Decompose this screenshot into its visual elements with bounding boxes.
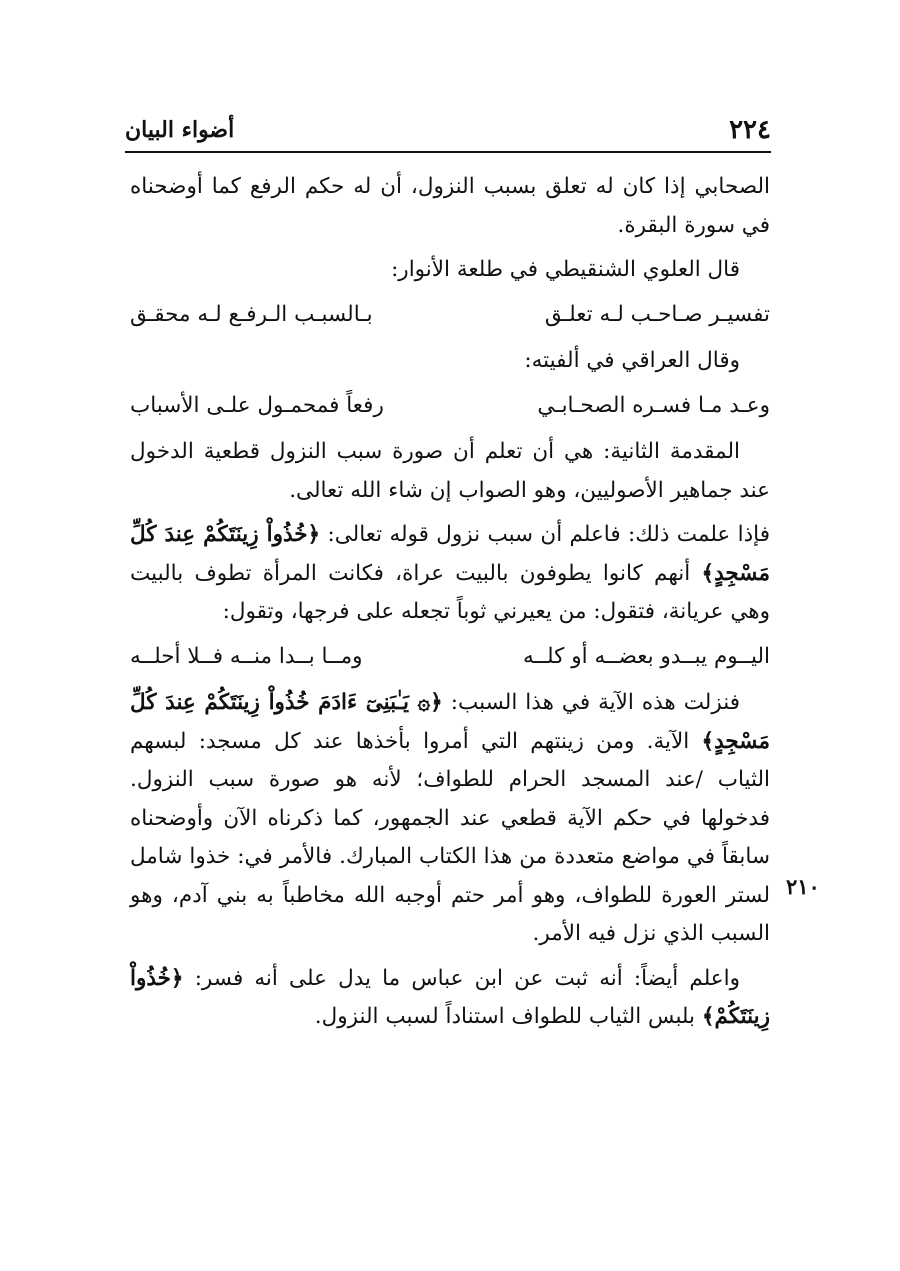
quran-quote: ﴿۞ يَـٰبَنِىٓ ءَادَمَ خُذُواْ زِينَتَكُمْ عِندَ كُلِّ مَسْجِدٍ﴾ [130, 690, 770, 754]
paragraph-5-text-before: فإذا علمت ذلك: فاعلم أن سبب نزول قوله تعالى: [320, 522, 770, 547]
page-header [125, 112, 771, 148]
header-divider [125, 151, 771, 153]
paragraph-1: الصحابي إذا كان له تعلق بسبب النزول، أن له حكم الرفع كما أوضحناه في سورة البقرة. [130, 174, 770, 238]
poetry-verse-2 [130, 387, 770, 426]
verse-3-first-hemistich: اليــوم يبــدو بعضــه أو كلــه [522, 643, 770, 669]
margin-page-reference: ٢١٠ [786, 874, 820, 899]
paragraph-7-text-after: بلبس الثياب للطواف استناداً لسبب النزول. [314, 1004, 702, 1029]
page-body [130, 168, 770, 1043]
quran-quote: ﴿خُذُواْ زِينَتَكُمْ عِندَ كُلِّ مَسْجِدٍ﴾ [130, 522, 770, 586]
verse-1-first-hemistich: تفسيـر صـاحـب لـه تعلـق [544, 301, 770, 327]
verse-1-second-hemistich: بـالسبـب الـرفـع لـه محقـق [130, 301, 373, 327]
paragraph-6-text-after: الآية. ومن زينتهم التي أمروا بأخذها عند كل مسجد: لبسهم الثياب /عند المسجد الحرام للطواف؛ لأنه هو صورة سبب النزول. فدخولها في حكم الآية قطعي عند الجمهور، كما ذكرناه الآن وأوضحناه سابقاً في مواضع متعددة من هذا الكتاب المبارك. فالأمر في: خذوا شامل لستر العورة للطواف، وهو أمر حتم أوجبه الله مخاطباً به بني آدم، وهو السبب الذي نزل فيه الأمر. [130, 728, 770, 946]
paragraph-2: قال العلوي الشنقيطي في طلعة الأنوار: [391, 257, 740, 282]
paragraph-6-text-before: فنزلت هذه الآية في هذا السبب: [442, 690, 740, 715]
paragraph-3: وقال العراقي في ألفيته: [524, 348, 740, 373]
paragraph-7-text-before: واعلم أيضاً: أنه ثبت عن ابن عباس ما يدل على أنه فسر: [183, 965, 740, 991]
paragraph-4: المقدمة الثانية: هي أن تعلم أن صورة سبب النزول قطعية الدخول عند جماهير الأصوليين، وهو الصواب إن شاء الله تعالى. [130, 439, 770, 503]
paragraph-5-text-after: أنهم كانوا يطوفون بالبيت عراة، فكانت المرأة تطوف بالبيت وهي عريانة، فتقول: من يعيرني ثوباً تجعله على فرجها، وتقول: [130, 560, 770, 624]
paragraph-6 [130, 684, 770, 954]
verse-2-first-hemistich: وعـد مـا فسـره الصحـابـي [537, 392, 770, 418]
book-title: أضواء البيان [125, 117, 235, 143]
verse-3-second-hemistich: ومــا بــدا منــه فــلا أحلــه [130, 643, 363, 669]
poetry-verse-3 [130, 638, 770, 677]
paragraph-5 [130, 516, 770, 632]
poetry-verse-1 [130, 296, 770, 335]
verse-2-second-hemistich: رفعاً فمحمـول علـى الأسباب [130, 392, 384, 418]
paragraph-7 [130, 960, 770, 1037]
page-number: ٢٢٤ [729, 115, 771, 145]
quran-quote: ﴿خُذُواْ زِينَتَكُمْ﴾ [130, 965, 770, 1029]
